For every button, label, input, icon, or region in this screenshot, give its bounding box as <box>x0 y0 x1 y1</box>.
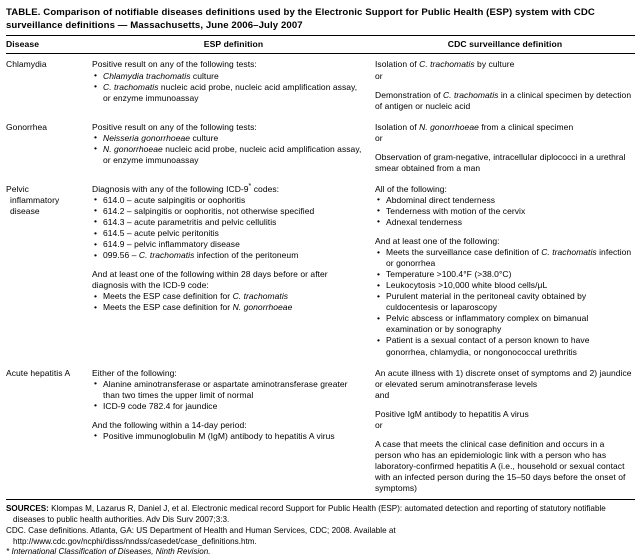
text-line: Positive result on any of the following tests: <box>92 59 257 70</box>
disease-cell <box>6 54 92 116</box>
disease-cell <box>6 179 92 363</box>
bullet-list <box>92 291 365 313</box>
bullet-item: • Pelvic abscess or inflammatory complex on bimanual examination or by sonography <box>375 313 633 335</box>
bullet-list <box>92 71 365 104</box>
text-line: Isolation of N. gonorrhoeae from a clinical specimen <box>375 121 574 132</box>
esp-definition-cell <box>92 363 375 499</box>
bullet-item: • N. gonorrhoeae nucleic acid probe, nucleic acid amplification assay, or enzyme immunoassay <box>92 144 365 166</box>
definitions-table <box>6 36 635 53</box>
text-line: or <box>375 419 383 430</box>
bullet-item: • 099.56 – C. trachomatis infection of the peritoneum <box>92 250 365 261</box>
bullet-list <box>92 431 365 442</box>
disease-name <box>6 184 88 217</box>
text-line: And the following within a 14-day period: <box>92 419 247 430</box>
table-body <box>6 54 635 499</box>
text-line: A case that meets the clinical case definition and occurs in a person who has an epidemiologic link with a person who has laboratory-confirmed hepatitis A (i.e., household or sexual contact with an infected person during the 15–50 days before the onset of symptoms) <box>375 438 626 493</box>
table-row <box>6 117 635 179</box>
bullet-item: • Patient is a sexual contact of a person known to have gonorrhea, chlamydia, or nongonococcal urethritis <box>375 335 633 357</box>
text-line: Demonstration of C. trachomatis in a clinical specimen by detection of antigen or nucleic acid <box>375 89 632 111</box>
bullet-item: • 614.0 – acute salpingitis or oophoritis <box>92 195 365 206</box>
disease-name <box>6 59 88 70</box>
cdc-definition-cell <box>375 54 635 116</box>
footnote-icd9: * International Classification of Diseases, Ninth Revision. <box>6 547 211 557</box>
sources-block <box>6 504 635 558</box>
disease-name-word: Pelvic <box>6 183 29 194</box>
bullet-item: • 614.9 – pelvic inflammatory disease <box>92 239 365 250</box>
page-title <box>6 6 635 32</box>
esp-definition-cell <box>92 179 375 363</box>
table-row <box>6 54 635 116</box>
bullet-item: • 614.3 – acute parametritis and pelvic cellulitis <box>92 217 365 228</box>
source-citation-1 <box>6 504 635 526</box>
disease-cell <box>6 117 92 179</box>
text-line: Observation of gram-negative, intracellular diplococci in a urethral smear obtained from a man <box>375 151 626 173</box>
table-row <box>6 179 635 363</box>
text-line: Positive IgM antibody to hepatitis A virus <box>375 408 529 419</box>
bullet-list <box>92 195 365 261</box>
text-line: Diagnosis with any of the following ICD-9* codes: <box>92 183 280 194</box>
bullet-item: • Neisseria gonorrhoeae culture <box>92 133 365 144</box>
cdc-definition-cell <box>375 363 635 499</box>
text-line: And at least one of the following within 28 days before or after diagnosis with the ICD-9 code: <box>92 269 328 291</box>
text-line: And at least one of the following: <box>375 236 500 247</box>
text-line: An acute illness with 1) discrete onset of symptoms and 2) jaundice or elevated serum aminotransferase levels <box>375 367 632 389</box>
bullet-item: • Adnexal tenderness <box>375 217 633 228</box>
text-line: All of the following: <box>375 183 447 194</box>
title-label: TABLE. <box>6 7 41 18</box>
bullet-item: • Alanine aminotransferase or aspartate aminotransferase greater than two times the upper limit of normal <box>92 379 365 401</box>
text-line: Positive result on any of the following tests: <box>92 121 257 132</box>
citation-2-text: CDC. Case definitions. Atlanta, GA: US Department of Health and Human Services, CDC; 2008. Available at http://www.cdc.gov/ncphi/disss/nndss/casedet/case_definitions.htm. <box>6 525 396 546</box>
disease-name-word: inflammatory <box>10 194 60 205</box>
bullet-list <box>92 133 365 166</box>
esp-definition-cell <box>92 117 375 179</box>
bullet-item: • Tenderness with motion of the cervix <box>375 206 633 217</box>
title-text: Comparison of notifiable diseases definitions used by the Electronic Support for Public Health (ESP) system with CDC surveillance definitions — Massachusetts, June 2006–July 2007 <box>6 7 595 32</box>
disease-name <box>6 122 88 133</box>
rule-bottom <box>6 499 635 500</box>
esp-definition-cell <box>92 54 375 116</box>
cdc-definition-cell <box>375 179 635 363</box>
disease-name-word: Chlamydia <box>6 59 47 70</box>
bullet-item: • Meets the ESP case definition for N. gonorrhoeae <box>92 302 365 313</box>
header-row <box>6 36 635 53</box>
bullet-item: • 614.2 – salpingitis or oophoritis, not otherwise specified <box>92 206 365 217</box>
definitions-body <box>6 54 635 499</box>
bullet-item: • 614.5 – acute pelvic peritonitis <box>92 228 365 239</box>
citation-1-text: Klompas M, Lazarus R, Daniel J, et al. Electronic medical record Support for Public Health (ESP): automated detection and reporting of statutory notifiable diseases to public health authorities. Adv Dis Surv 2007;3:3. <box>13 504 606 524</box>
table-header <box>6 36 635 53</box>
disease-cell <box>6 363 92 499</box>
disease-name <box>6 368 88 379</box>
bullet-item: • Abdominal direct tenderness <box>375 195 633 206</box>
bullet-item: • Meets the ESP case definition for C. trachomatis <box>92 291 365 302</box>
bullet-list <box>92 379 365 412</box>
sources-label: SOURCES: <box>6 504 49 514</box>
source-citation-2 <box>6 526 635 548</box>
bullet-item: • Positive immunoglobulin M (IgM) antibody to hepatitis A virus <box>92 431 365 442</box>
bullet-item: • Temperature >100.4°F (>38.0°C) <box>375 269 633 280</box>
cdc-definition-cell <box>375 117 635 179</box>
column-header-esp: ESP definition <box>203 39 264 50</box>
bullet-item: • Chlamydia trachomatis culture <box>92 71 365 82</box>
bullet-item: • ICD-9 code 782.4 for jaundice <box>92 401 365 412</box>
column-header-disease: Disease <box>6 39 40 50</box>
bullet-list <box>375 195 633 228</box>
bullet-list <box>375 247 633 357</box>
bullet-item: • Meets the surveillance case definition of C. trachomatis infection or gonorrhea <box>375 247 633 269</box>
bullet-item: • C. trachomatis nucleic acid probe, nucleic acid amplification assay, or enzyme immunoassay <box>92 82 365 104</box>
text-line: Isolation of C. trachomatis by culture <box>375 59 515 70</box>
disease-name-word: Gonorrhea <box>6 121 48 132</box>
text-line: and <box>375 389 390 400</box>
text-line: or <box>375 70 383 81</box>
disease-name-word: Acute hepatitis A <box>6 367 71 378</box>
disease-name-word: disease <box>10 205 40 216</box>
bullet-item: • Leukocytosis >10,000 white blood cells/μL <box>375 280 633 291</box>
text-line: or <box>375 132 383 143</box>
table-row <box>6 363 635 499</box>
column-header-cdc: CDC surveillance definition <box>447 39 563 50</box>
text-line: Either of the following: <box>92 367 177 378</box>
bullet-item: • Purulent material in the peritoneal cavity obtained by culdocentesis or laparoscopy <box>375 291 633 313</box>
